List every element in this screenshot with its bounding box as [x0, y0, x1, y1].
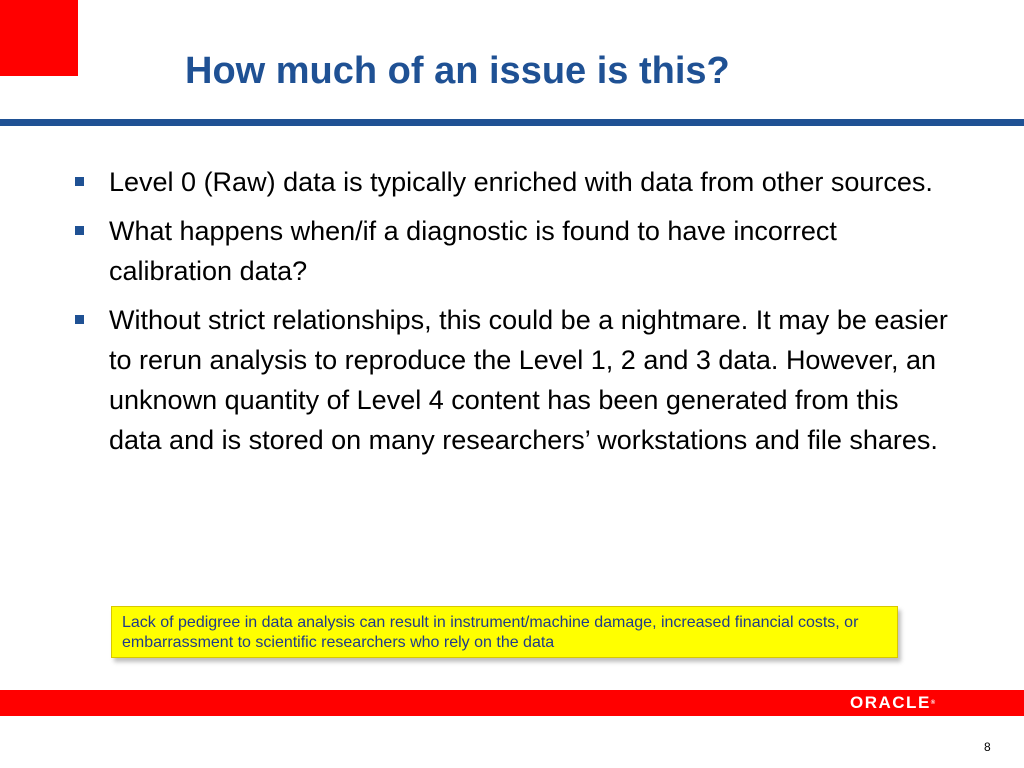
bullet-text: Level 0 (Raw) data is typically enriched with data from other sources. [109, 167, 933, 197]
square-bullet-icon [75, 226, 84, 235]
callout-text: Lack of pedigree in data analysis can result in instrument/machine damage, increased financial costs, or embarrassment to scientific researchers who rely on the data [122, 614, 859, 651]
bullet-text: What happens when/if a diagnostic is found to have incorrect calibration data? [109, 216, 837, 286]
registered-mark-icon: ® [930, 700, 936, 706]
corner-accent-block [0, 0, 78, 76]
bullet-text: Without strict relationships, this could be a nightmare. It may be easier to rerun analysis to reproduce the Level 1, 2 and 3 data. However, an unknown quantity of Level 4 content has been generated from this data and is stored on many researchers’ workstations and file shares. [109, 305, 948, 455]
slide-title: How much of an issue is this? [185, 50, 730, 92]
brand-name: ORACLE [850, 693, 931, 712]
square-bullet-icon [75, 315, 84, 324]
square-bullet-icon [75, 177, 84, 186]
bullet-item [72, 300, 952, 460]
bullet-item [72, 162, 952, 202]
title-divider [0, 119, 1024, 126]
oracle-logo [850, 694, 962, 712]
bullet-list [72, 162, 952, 469]
bullet-item [72, 211, 952, 291]
slide-number: 8 [984, 740, 991, 754]
callout-box [111, 606, 898, 658]
